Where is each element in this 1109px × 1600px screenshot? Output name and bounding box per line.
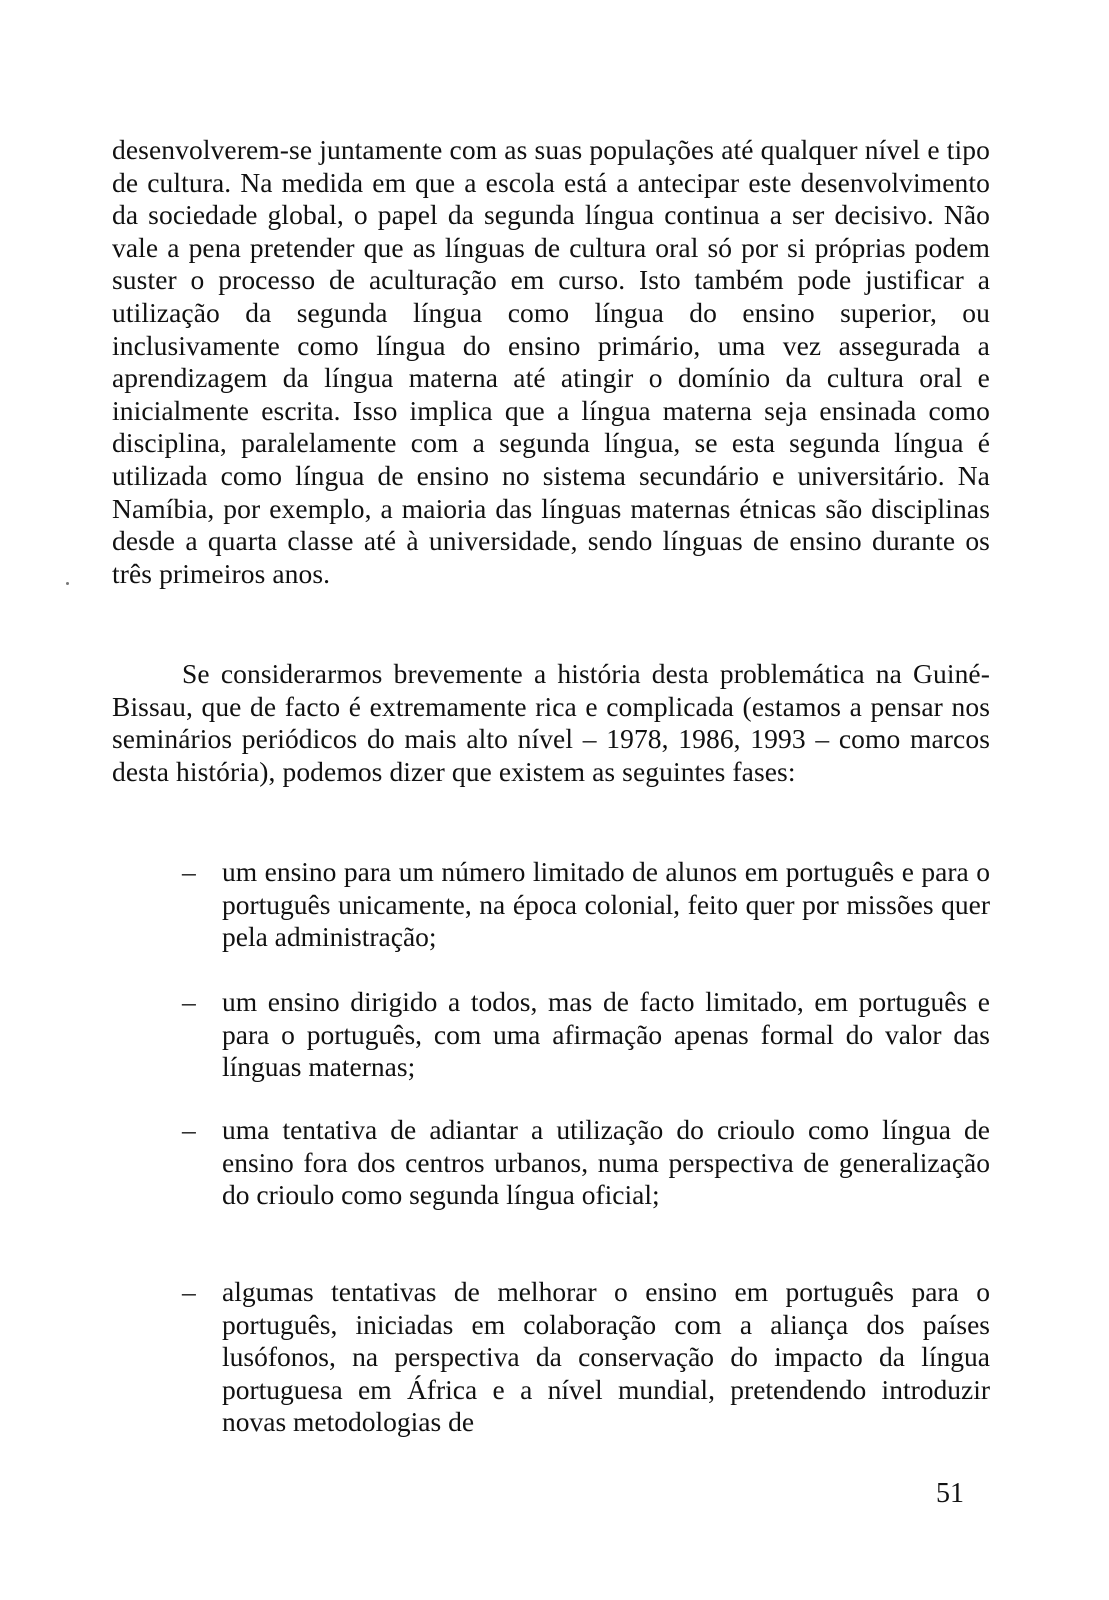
list-item-text: algumas tentativas de melhorar o ensino em português para o português, iniciadas em colaboração com a aliança dos países lusófonos, na perspectiva da conservação do impacto da língua portuguesa em África e a nível mundial, pretendendo introduzir novas metodologias de	[222, 1276, 990, 1438]
list-dash: –	[182, 856, 196, 887]
list-dash: –	[182, 1276, 196, 1307]
list-item-text: um ensino dirigido a todos, mas de facto limitado, em português e para o português, com uma afirmação apenas formal do valor das línguas maternas;	[222, 986, 990, 1083]
body-paragraph-2: Se considerarmos brevemente a história desta problemática na Guiné-Bissau, que de facto é extremamente rica e complicada (estamos a pensar nos seminários periódicos do mais alto nível – 1978, 1986, 1993 – como marcos desta história), podemos dizer que existem as seguintes fases:	[112, 658, 990, 787]
margin-speck	[66, 582, 69, 585]
body-paragraph-1: desenvolverem-se juntamente com as suas populações até qualquer nível e tipo de cultura. Na medida em que a escola está a antecipar este desenvolvimento da sociedade global, o papel da segunda língua continua a ser decisivo. Não vale a pena pretender que as línguas de cultura oral só por si próprias podem suster o processo de aculturação em curso. Isto também pode justificar a utilização da segunda língua como língua do ensino superior, ou inclusivamente como língua do ensino primário, uma vez assegurada a aprendizagem da língua materna até atingir o domínio da cultura oral e inicialmente escrita. Isso implica que a língua materna seja ensinada como disciplina, paralelamente com a segunda língua, se esta segunda língua é utilizada como língua de ensino no sistema secundário e universitário. Na Namíbia, por exemplo, a maioria das línguas maternas étnicas são disciplinas desde a quarta classe até à universidade, sendo línguas de ensino durante os três primeiros anos.	[112, 134, 990, 589]
page-number: 51	[936, 1478, 964, 1509]
list-item-text: uma tentativa de adiantar a utilização do crioulo como língua de ensino fora dos centros urbanos, numa perspectiva de generalização do crioulo como segunda língua oficial;	[222, 1114, 990, 1211]
list-dash: –	[182, 986, 196, 1017]
list-dash: –	[182, 1114, 196, 1145]
list-item-text: um ensino para um número limitado de alunos em português e para o português unicamente, na época colonial, feito quer por missões quer pela administração;	[222, 856, 990, 953]
